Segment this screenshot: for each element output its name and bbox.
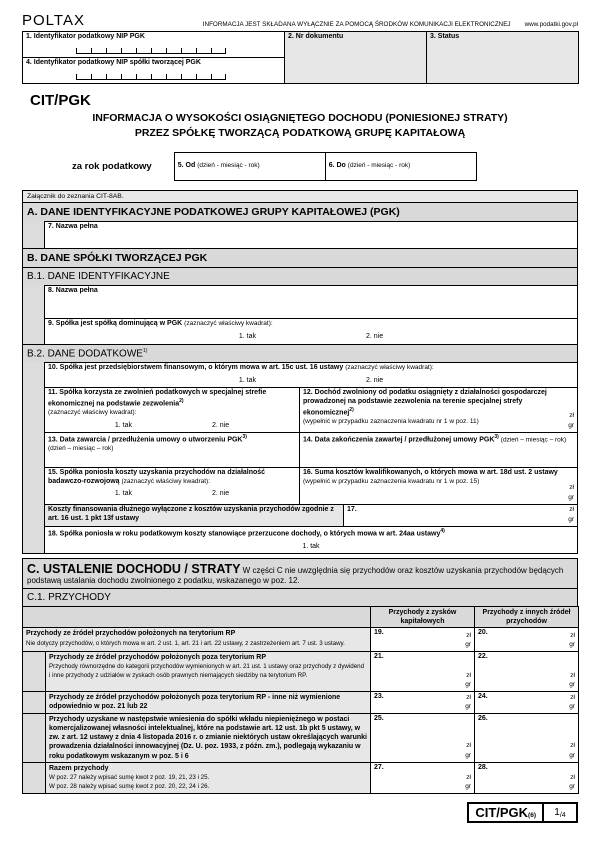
field11-hint: (zaznaczyć właściwy kwadrat): [48, 409, 137, 417]
field16-hint: (wypełnić w przypadku zaznaczenia kwadratu nr 1 w poz. 15) [303, 477, 480, 485]
section-c-description: W części C nie uwzględnia się przychodów oraz kosztów uzyskania przychodów będących podstawą ustalania dochodu zwolnionego z podatku, wskazanego w poz. 12. [27, 565, 564, 585]
page-number: 1 /4 [544, 802, 578, 823]
currency-zl: zł [466, 773, 471, 781]
form-title-line1: INFORMACJA O WYSOKOŚCI OSIĄGNIĘTEGO DOCHODU (PONIESIONEJ STRATY) [92, 111, 508, 124]
currency-zl: zł [570, 693, 575, 701]
currency-gr: gr [569, 703, 575, 711]
field13-date-input[interactable] [44, 432, 300, 468]
field11-option-yes[interactable]: 1. tak [114, 421, 132, 429]
currency-labels [568, 411, 574, 431]
left-margin-strip [23, 652, 46, 692]
nip-spolki-input[interactable] [76, 74, 281, 80]
currency-gr: gr [465, 641, 471, 649]
field2-label: 2. Nr dokumentu [288, 33, 344, 40]
left-margin-strip [22, 285, 45, 319]
field11-option-no[interactable]: 2. nie [212, 421, 230, 429]
table-row [23, 714, 579, 762]
currency-zl: zł [570, 671, 575, 679]
left-margin-strip [22, 526, 45, 554]
field15-label: 15. Spółka poniosła koszty uzyskania przychodów na działalność badawczo-rozwojową [48, 468, 266, 485]
footnote-mark: 2) [349, 406, 354, 413]
field16-amount[interactable] [299, 467, 578, 505]
section-b1-header: B.1. DANE IDENTYFIKACYJNE [22, 267, 578, 286]
column-header-other-sources: Przychody z innych źródeł przychodów [475, 606, 579, 627]
currency-zl: zł [466, 631, 471, 639]
field13-hint: (dzień – miesiąc – rok) [48, 444, 114, 452]
section-c1-header: C.1. PRZYCHODY [22, 588, 578, 607]
left-margin-strip [22, 387, 45, 433]
currency-gr: gr [465, 703, 471, 711]
e-filing-notice: INFORMACJA JEST SKŁADANA WYŁĄCZNIE ZA POMOCĄ ŚRODKÓW KOMUNIKACJI ELEKTRONICZNEJ [202, 21, 511, 28]
section-b-header: B. DANE SPÓŁKI TWORZĄCEJ PGK [22, 248, 578, 268]
field10-option-no[interactable]: 2. nie [366, 377, 384, 385]
field3-status [427, 32, 579, 84]
tax-year-label: za rok podatkowy [72, 161, 152, 172]
left-margin-strip [22, 362, 45, 388]
row21-title: Przychody ze źródeł przychodów położonych poza terytorium RP [49, 654, 267, 662]
footnote-mark: 3) [242, 433, 247, 440]
field15-hint: (zaznaczyć właściwy kwadrat): [121, 477, 211, 485]
tax-year-row [72, 152, 578, 181]
left-margin-strip [23, 714, 46, 762]
left-margin-strip [22, 504, 45, 527]
currency-zl: zł [569, 506, 574, 514]
left-margin-strip [23, 692, 46, 714]
table-row [23, 652, 579, 692]
fields-13-14-row [22, 432, 578, 468]
field12-label: 12. Dochód zwolniony od podatku osiągnięty z działalności gospodarczej prowadzonej na podstawie zezwolenia na terenie specjalnej strefy ekonomicznej [303, 389, 547, 417]
field-28-amount[interactable]: 28. zł gr [475, 762, 579, 793]
field6-hint: (dzień - miesiąc - rok) [347, 162, 411, 169]
field17-amount[interactable] [343, 504, 578, 527]
field4-label: 4. Identyfikator podatkowy NIP spółki tworzącej PGK [26, 58, 201, 66]
currency-zl: zł [466, 742, 471, 750]
website-link[interactable]: www.podatki.gov.pl [524, 21, 578, 28]
left-margin-strip [22, 318, 45, 345]
field9-label: 9. Spółka jest spółką dominującą w PGK [48, 320, 183, 327]
field-26-amount[interactable]: 26. zł gr [475, 714, 579, 762]
form-title-line2: PRZEZ SPÓŁKĘ TWORZĄCĄ PODATKOWĄ GRUPĘ KAPITAŁOWĄ [134, 127, 466, 140]
currency-gr: gr [569, 751, 575, 759]
field-17-row [22, 504, 578, 527]
field10-row [22, 362, 578, 388]
field2-nr-dokumentu [285, 32, 427, 84]
field-22-amount[interactable]: 22. zł gr [475, 652, 579, 692]
section-c-header [22, 558, 578, 589]
currency-labels [568, 483, 574, 503]
row25-title: Przychody uzyskane w następstwie wniesienia do spółki wkładu niepieniężnego w postaci komercjalizowanej własności intelektualnej, które na podstawie art. 12 ust. 1b pkt 5 ustawy, w zw. z art. 12 ustawy z dnia 4 listopada 2016 r. o zmianie niektórych ustaw określających warunki prowadzenia działalności innowacyjnej (Dz. U. poz. 1933, z późn. zm.), podlegają wykazaniu w roku podatkowym wskazanym w poz. 5 i 6 [49, 716, 367, 760]
field17-label: Koszty finansowania dłużnego wyłączone z kosztów uzyskania przychodów zgodnie z art. 16 ust. 1 pkt 13f ustawy [48, 505, 334, 522]
currency-zl: zł [466, 671, 471, 679]
field10-label: 10. Spółka jest przedsiębiorstwem finansowym, o którym mowa w art. 15c ust. 16 ustawy [48, 364, 344, 372]
section-c-title: C. USTALENIE DOCHODU / STRATY [27, 561, 241, 576]
field3-label: 3. Status [430, 33, 460, 40]
field9-row [22, 318, 578, 345]
page-total: /4 [559, 812, 566, 820]
currency-gr: gr [465, 751, 471, 759]
row21-note: Przychody równorzędne do kategorii przychodów wymienionych w art. 21 ust. 1 ustawy oraz przychody z dywidend i inne przychody z udziałów w zyskach osób prawnych niemających siedziby na terytorium RP. [49, 663, 365, 679]
field9-option-no[interactable]: 2. nie [366, 332, 384, 340]
field17-number: 17. [347, 505, 357, 513]
field1-nip-pgk[interactable] [23, 32, 285, 58]
footnote-mark: 1) [142, 348, 148, 354]
attachment-note: Załącznik do zeznania CIT-8AB. [22, 190, 578, 203]
field1-label: 1. Identyfikator podatkowy NIP PGK [26, 33, 145, 40]
table-row [23, 628, 579, 652]
field-24-amount[interactable]: 24. zł gr [475, 692, 579, 714]
nip-pgk-input[interactable] [76, 48, 281, 54]
field-25-amount[interactable]: 25. zł gr [371, 714, 475, 762]
field7-label: 7. Nazwa pełna [48, 223, 98, 230]
footer-form-code: CIT/PGK (6) [467, 802, 544, 823]
left-margin-strip [22, 432, 45, 468]
field5-label: 5. Od [177, 162, 196, 169]
field15-option-yes[interactable]: 1. tak [114, 490, 132, 498]
field7-row [22, 221, 578, 249]
field14-date-input[interactable] [299, 432, 578, 468]
form-version: (6) [528, 812, 536, 820]
field11-label: 11. Spółka korzysta ze zwolnień podatkowych w specjalnej strefie ekonomicznej na podstawie zezwolenia [48, 389, 267, 408]
field-27-amount[interactable]: 27. zł gr [371, 762, 475, 793]
footnote-mark: 4) [440, 527, 445, 534]
field9-option-yes[interactable]: 1. tak [238, 332, 256, 340]
field12-hint: (wypełnić w przypadku zaznaczenia kwadratu nr 1 w poz. 11) [303, 417, 479, 425]
left-margin-strip [22, 467, 45, 505]
poltax-logo: POLTAX [22, 12, 85, 29]
row19-title: Przychody ze źródeł przychodów położonych na terytorium RP [26, 630, 236, 638]
currency-zl: zł [570, 631, 575, 639]
row28-note: W poz. 28 należy wpisać sumę kwot z poz. 20, 22, 24 i 26. [49, 783, 210, 791]
field-20-amount[interactable]: 20. zł gr [475, 628, 579, 652]
form-code-title: CIT/PGK [30, 91, 91, 109]
section-a-header: A. DANE IDENTYFIKACYJNE PODATKOWEJ GRUPY KAPITAŁOWEJ (PGK) [22, 202, 578, 222]
form-top-bar [22, 12, 578, 31]
currency-gr: gr [568, 494, 574, 502]
field7-input[interactable] [44, 221, 578, 249]
field8-row [22, 285, 578, 319]
currency-gr: gr [465, 783, 471, 791]
footnote-mark: 3) [494, 433, 499, 440]
currency-gr: gr [568, 422, 574, 430]
field10-checkbox-group [44, 362, 578, 388]
row27-note: W poz. 27 należy wpisać sumę kwot z poz. 19, 21, 23 i 25. [49, 773, 210, 781]
identification-block [22, 31, 579, 84]
field18-option-yes[interactable]: 1. tak [302, 542, 320, 550]
field-23-amount[interactable]: 23. zł gr [371, 692, 475, 714]
currency-zl: zł [569, 484, 574, 492]
currency-gr: gr [568, 516, 574, 524]
currency-zl: zł [466, 693, 471, 701]
field17-label-cell [44, 504, 344, 527]
field6-date-to[interactable] [325, 153, 476, 181]
field18-row [22, 526, 578, 554]
currency-gr: gr [569, 681, 575, 689]
row27-title: Razem przychody [49, 764, 109, 772]
field9-checkbox-group [44, 318, 578, 345]
table-row [23, 762, 579, 793]
row23-title: Przychody ze źródeł przychodów położonych poza terytorium RP - inne niż wymienione odpowiednio w poz. 21 lub 22 [49, 694, 341, 711]
field8-input[interactable] [44, 285, 578, 319]
row19-note: Nie dotyczy przychodów, o których mowa w art. 2 ust. 1, art. 21 i art. 22 ustawy, z zastrzeżeniem art. 7 ust. 3 ustawy. [26, 640, 345, 648]
currency-labels [568, 505, 574, 525]
field13-label: 13. Data zawarcia / przedłużenia umowy o utworzeniu PGK [48, 436, 243, 444]
field10-hint: (zaznaczyć właściwy kwadrat): [345, 364, 434, 372]
field-21-amount[interactable]: 21. zł gr [371, 652, 475, 692]
field18-label: 18. Spółka poniosła w roku podatkowym koszty stanowiące przerzucone dochody, o których mowa w art. 24aa ustawy [48, 530, 441, 538]
c1-przychody-table [22, 606, 579, 794]
section-b2-header: B.2. DANE DODATKOWE$^{1)}$ [22, 344, 578, 363]
field14-hint: (dzień – miesiąc – rok) [500, 436, 567, 444]
currency-gr: gr [465, 681, 471, 689]
field5-hint: (dzień - miesiąc - rok) [197, 162, 260, 169]
field6-label: 6. Do [328, 162, 346, 169]
footnote-mark: 2) [179, 398, 184, 405]
fields-15-16-row [22, 467, 578, 505]
currency-gr: gr [569, 783, 575, 791]
field15-option-no[interactable]: 2. nie [212, 490, 230, 498]
field16-label: 16. Suma kosztów kwalifikowanych, o których mowa w art. 18d ust. 2 ustawy [303, 468, 558, 476]
currency-zl: zł [569, 412, 574, 420]
field5-date-from[interactable] [174, 153, 325, 181]
currency-zl: zł [570, 742, 575, 750]
field15-checkbox-group [44, 467, 300, 505]
currency-gr: gr [569, 641, 575, 649]
field11-checkbox-group [44, 387, 300, 433]
field18-checkbox-group [44, 526, 578, 554]
fields-11-12-row [22, 387, 578, 433]
field-19-amount[interactable]: 19. zł gr [371, 628, 475, 652]
table-header-empty-cell [23, 606, 371, 627]
column-header-capital-gains: Przychody z zysków kapitałowych [371, 606, 475, 627]
field12-amount[interactable] [299, 387, 578, 433]
field9-hint: (zaznaczyć właściwy kwadrat): [184, 320, 273, 327]
left-margin-strip [23, 762, 46, 793]
field10-option-yes[interactable]: 1. tak [238, 377, 256, 385]
field8-label: 8. Nazwa pełna [48, 287, 98, 294]
table-row [23, 692, 579, 714]
field4-nip-spolki[interactable] [23, 57, 285, 83]
field14-label: 14. Data zakończenia zawartej / przedłużonej umowy PGK [303, 436, 495, 444]
left-margin-strip [22, 221, 45, 249]
currency-zl: zł [570, 773, 575, 781]
page-footer [22, 802, 578, 823]
